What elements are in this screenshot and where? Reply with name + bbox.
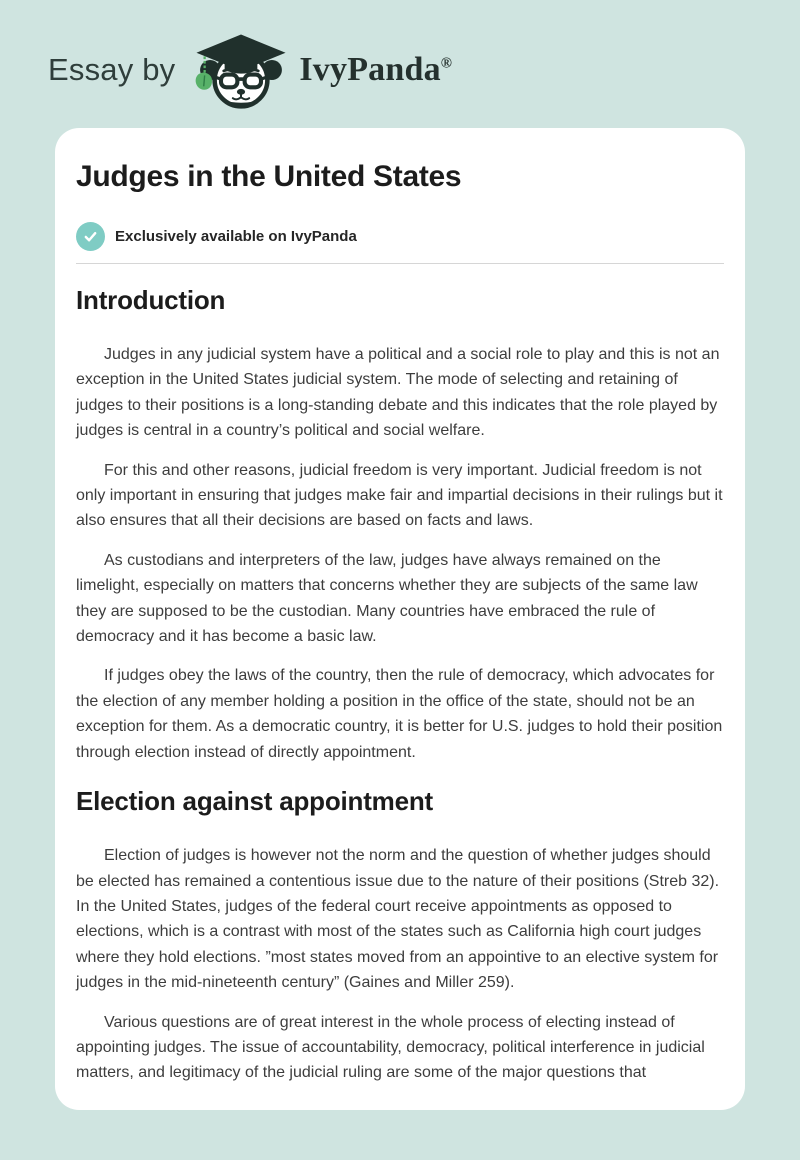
- availability-badge: [76, 222, 724, 251]
- brand-text: IvyPanda: [299, 51, 441, 88]
- essay-by-label: Essay by: [48, 52, 176, 87]
- paragraph-6: Various questions are of great interest in the whole process of electing instead of appointing judges. The issue of accountability, democracy, political interference in judicial matters, and legitimacy of the judicial ruling are some of the major questions that: [76, 1013, 705, 1082]
- paragraph-1: Judges in any judicial system have a political and a social role to play and this is not an exception in the United States judicial system. The mode of selecting and retaining of judges to their positions is a long-standing debate and this indicates that the role played by judges is central in a country’s political and social welfare.: [76, 346, 720, 440]
- paragraph-2: For this and other reasons, judicial freedom is very important. Judicial freedom is not only important in ensuring that judges make fair and impartial decisions in their rulings but it also ensures that all their decisions are based on facts and laws.: [76, 461, 723, 530]
- divider: [76, 263, 724, 264]
- checkmark-icon: [76, 222, 105, 251]
- section-heading-election-against-appointment: Election against appointment: [76, 786, 433, 817]
- registered-mark: ®: [440, 55, 453, 72]
- essay-title: Judges in the United States: [76, 160, 462, 193]
- panda-graduate-icon: [191, 30, 291, 110]
- paragraph-5: Election of judges is however not the norm and the question of whether judges should be elected has remained a contentious issue due to the nature of their positions (Streb 32). In the United States, judges of the federal court receive appointments as opposed to elections, which is a contrast with most of the states such as California high court judges where they hold elections. ”most states moved from an appointive to an elective system for judges in the mid-nineteenth century” (Gaines and Miller 259).: [76, 847, 720, 992]
- paragraph-4: If judges obey the laws of the country, then the rule of democracy, which advocates for the election of any member holding a position in the office of the state, should not be an exception for them. As a democratic country, it is better for U.S. judges to hold their position through election instead of directly appointment.: [76, 667, 723, 761]
- paragraph-3: As custodians and interpreters of the law, judges have always remained on the limelight, especially on matters that concerns whether they are subjects of the same law they are supposed to be the custodian. Many countries have embraced the rule of democracy and it has become a basic law.: [76, 551, 698, 646]
- essay-card: [55, 128, 745, 1110]
- page-header: [0, 0, 800, 110]
- availability-label: Exclusively available on IvyPanda: [115, 228, 357, 245]
- section-heading-introduction: Introduction: [76, 285, 226, 315]
- brand-name: [299, 51, 452, 89]
